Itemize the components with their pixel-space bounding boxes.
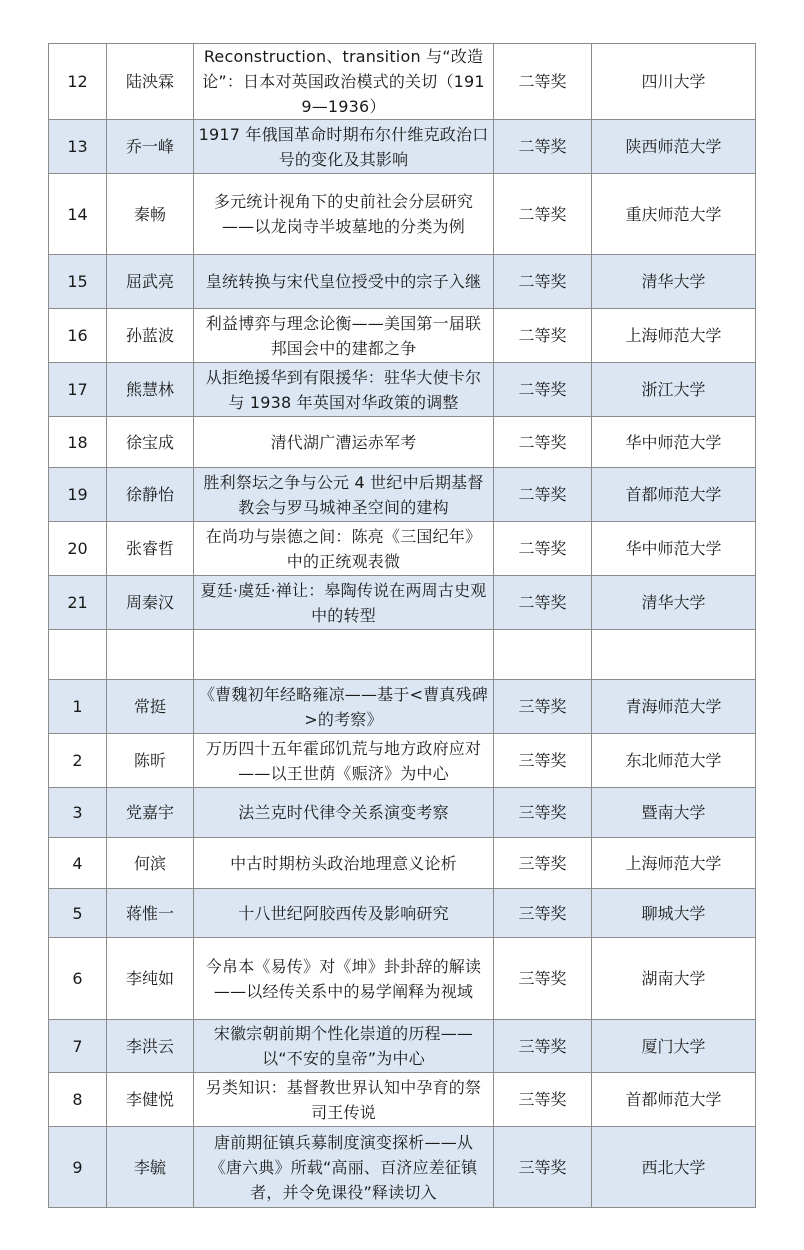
row-number-cell: 16	[49, 309, 107, 363]
university-cell: 暨南大学	[592, 788, 756, 838]
award-level-cell: 三等奖	[494, 1020, 592, 1073]
award-level-cell: 三等奖	[494, 1073, 592, 1127]
award-list-table	[48, 43, 756, 1208]
paper-title-cell: 夏廷·虞廷·禅让：皋陶传说在两周古史观中的转型	[194, 576, 494, 630]
table-row	[49, 1073, 756, 1127]
row-number-cell: 15	[49, 255, 107, 309]
table-row	[49, 468, 756, 522]
university-cell: 首都师范大学	[592, 468, 756, 522]
table-row	[49, 630, 756, 680]
row-number-cell: 20	[49, 522, 107, 576]
university-cell: 湖南大学	[592, 938, 756, 1020]
row-number-cell: 9	[49, 1127, 107, 1208]
row-number-cell: 17	[49, 363, 107, 417]
university-cell: 青海师范大学	[592, 680, 756, 734]
paper-title-cell: 皇统转换与宋代皇位授受中的宗子入继	[194, 255, 494, 309]
row-number-cell: 19	[49, 468, 107, 522]
paper-title-cell: 1917 年俄国革命时期布尔什维克政治口号的变化及其影响	[194, 120, 494, 174]
paper-title-cell: 十八世纪阿胶西传及影响研究	[194, 889, 494, 938]
paper-title-cell: 在尚功与崇德之间：陈亮《三国纪年》中的正统观表微	[194, 522, 494, 576]
paper-title-cell: 《曹魏初年经略雍凉——基于<曹真残碑>的考察》	[194, 680, 494, 734]
table-row	[49, 522, 756, 576]
row-number-cell	[49, 630, 107, 680]
award-level-cell: 二等奖	[494, 44, 592, 120]
award-level-cell: 三等奖	[494, 734, 592, 788]
author-name-cell: 何滨	[107, 838, 194, 889]
paper-title-cell: 多元统计视角下的史前社会分层研究——以龙岗寺半坡墓地的分类为例	[194, 174, 494, 255]
award-level-cell: 二等奖	[494, 309, 592, 363]
award-level-cell: 二等奖	[494, 120, 592, 174]
author-name-cell: 周秦汉	[107, 576, 194, 630]
row-number-cell: 6	[49, 938, 107, 1020]
author-name-cell: 乔一峰	[107, 120, 194, 174]
university-cell: 首都师范大学	[592, 1073, 756, 1127]
table-row	[49, 576, 756, 630]
table-row	[49, 255, 756, 309]
university-cell: 华中师范大学	[592, 417, 756, 468]
paper-title-cell: 法兰克时代律令关系演变考察	[194, 788, 494, 838]
university-cell: 上海师范大学	[592, 838, 756, 889]
table-row	[49, 174, 756, 255]
row-number-cell: 13	[49, 120, 107, 174]
row-number-cell: 5	[49, 889, 107, 938]
table-row	[49, 788, 756, 838]
row-number-cell: 3	[49, 788, 107, 838]
author-name-cell: 张睿哲	[107, 522, 194, 576]
author-name-cell	[107, 630, 194, 680]
author-name-cell: 屈武亮	[107, 255, 194, 309]
paper-title-cell: 胜利祭坛之争与公元 4 世纪中后期基督教会与罗马城神圣空间的建构	[194, 468, 494, 522]
university-cell: 聊城大学	[592, 889, 756, 938]
table-row	[49, 889, 756, 938]
author-name-cell: 蒋惟一	[107, 889, 194, 938]
award-level-cell: 三等奖	[494, 889, 592, 938]
table-row	[49, 734, 756, 788]
row-number-cell: 4	[49, 838, 107, 889]
author-name-cell: 李纯如	[107, 938, 194, 1020]
row-number-cell: 1	[49, 680, 107, 734]
award-level-cell: 二等奖	[494, 576, 592, 630]
row-number-cell: 21	[49, 576, 107, 630]
award-level-cell: 二等奖	[494, 174, 592, 255]
table-row	[49, 417, 756, 468]
author-name-cell: 陈昕	[107, 734, 194, 788]
paper-title-cell	[194, 630, 494, 680]
author-name-cell: 李毓	[107, 1127, 194, 1208]
university-cell: 重庆师范大学	[592, 174, 756, 255]
table-row	[49, 1020, 756, 1073]
paper-title-cell: 宋徽宗朝前期个性化崇道的历程——以“不安的皇帝”为中心	[194, 1020, 494, 1073]
award-level-cell: 三等奖	[494, 680, 592, 734]
award-level-cell: 二等奖	[494, 417, 592, 468]
table-row	[49, 309, 756, 363]
author-name-cell: 党嘉宇	[107, 788, 194, 838]
university-cell: 陕西师范大学	[592, 120, 756, 174]
paper-title-cell: 利益博弈与理念论衡——美国第一届联邦国会中的建都之争	[194, 309, 494, 363]
award-level-cell: 二等奖	[494, 255, 592, 309]
university-cell: 厦门大学	[592, 1020, 756, 1073]
author-name-cell: 徐静怡	[107, 468, 194, 522]
award-level-cell: 二等奖	[494, 363, 592, 417]
table-row	[49, 44, 756, 120]
award-table-body	[49, 44, 756, 1208]
paper-title-cell: Reconstruction、transition 与“改造论”：日本对英国政治模式的关切（1919—1936）	[194, 44, 494, 120]
row-number-cell: 12	[49, 44, 107, 120]
author-name-cell: 熊慧林	[107, 363, 194, 417]
row-number-cell: 18	[49, 417, 107, 468]
author-name-cell: 秦畅	[107, 174, 194, 255]
university-cell: 四川大学	[592, 44, 756, 120]
table-row	[49, 1127, 756, 1208]
award-level-cell: 三等奖	[494, 1127, 592, 1208]
table-row	[49, 363, 756, 417]
university-cell: 东北师范大学	[592, 734, 756, 788]
table-row	[49, 938, 756, 1020]
paper-title-cell: 另类知识：基督教世界认知中孕育的祭司王传说	[194, 1073, 494, 1127]
author-name-cell: 孙蓝波	[107, 309, 194, 363]
table-row	[49, 120, 756, 174]
paper-title-cell: 今帛本《易传》对《坤》卦卦辞的解读——以经传关系中的易学阐释为视域	[194, 938, 494, 1020]
university-cell: 清华大学	[592, 576, 756, 630]
university-cell	[592, 630, 756, 680]
row-number-cell: 8	[49, 1073, 107, 1127]
university-cell: 华中师范大学	[592, 522, 756, 576]
row-number-cell: 2	[49, 734, 107, 788]
author-name-cell: 陆泱霖	[107, 44, 194, 120]
award-level-cell: 三等奖	[494, 788, 592, 838]
award-level-cell: 三等奖	[494, 838, 592, 889]
table-row	[49, 838, 756, 889]
university-cell: 清华大学	[592, 255, 756, 309]
university-cell: 上海师范大学	[592, 309, 756, 363]
row-number-cell: 7	[49, 1020, 107, 1073]
award-level-cell: 二等奖	[494, 522, 592, 576]
university-cell: 浙江大学	[592, 363, 756, 417]
author-name-cell: 李健悦	[107, 1073, 194, 1127]
author-name-cell: 李洪云	[107, 1020, 194, 1073]
award-level-cell: 三等奖	[494, 938, 592, 1020]
author-name-cell: 徐宝成	[107, 417, 194, 468]
row-number-cell: 14	[49, 174, 107, 255]
paper-title-cell: 中古时期枋头政治地理意义论析	[194, 838, 494, 889]
award-level-cell	[494, 630, 592, 680]
paper-title-cell: 从拒绝援华到有限援华：驻华大使卡尔与 1938 年英国对华政策的调整	[194, 363, 494, 417]
paper-title-cell: 唐前期征镇兵募制度演变探析——从《唐六典》所载“高丽、百济应差征镇者，并令免课役”释读切入	[194, 1127, 494, 1208]
author-name-cell: 常挺	[107, 680, 194, 734]
award-level-cell: 二等奖	[494, 468, 592, 522]
paper-title-cell: 清代湖广漕运赤军考	[194, 417, 494, 468]
paper-title-cell: 万历四十五年霍邱饥荒与地方政府应对——以王世荫《赈济》为中心	[194, 734, 494, 788]
table-row	[49, 680, 756, 734]
university-cell: 西北大学	[592, 1127, 756, 1208]
